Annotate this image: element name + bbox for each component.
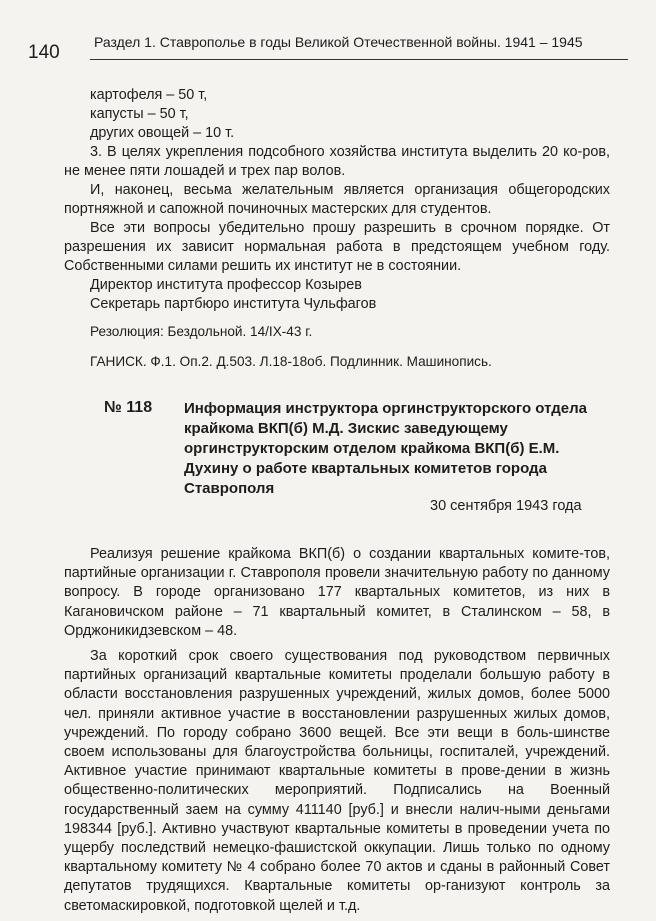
document-number: № 118 xyxy=(104,399,153,416)
paragraph-5: Все эти вопросы убедительно прошу разрешить в срочном порядке. От разрешения их зависит нормальная работа в предстоящем учебном году. Собственными силами решить их институт не в состоянии. xyxy=(64,220,610,274)
signature-director: Директор института профессор Козырев xyxy=(90,277,362,293)
list-item: капусты – 50 т, xyxy=(90,106,189,122)
header-rule xyxy=(90,59,628,60)
document-date: 30 сентября 1943 года xyxy=(430,498,582,514)
list-item: картофеля – 50 т, xyxy=(90,87,208,103)
document-body xyxy=(64,545,610,916)
body-paragraph-2: За короткий срок своего существования под руководством первичных партийных организаций квартальные комитеты проделали большую работу в области восстановления разрушенных учреждений, жилых домов, более 5000 чел. приняли активное участие в восстановлении разрушенных жилых домов, учреждений. По городу собрано 3600 вещей. Все эти вещи в боль-шинстве своем использованы для благоустройства больницы, госпиталей, учреждений. Активное участие принимают квартальные комитеты в прове-дении в жизнь общественно-политических мероприятий. Подписались на Военный государственный заем на сумму 411140 [руб.] и внесли налич-ными деньгами 198344 [руб.]. Активно участвуют квартальные комитеты в проведении учета по ущербу последствий немецко-фашистской оккупации. Лишь только по одному квартальному комитету № 4 собрано более 70 актов и сданы в районный Совет депутатов трудящихся. Квартальные комитеты ор-ганизуют контроль за светомаскировкой, подготовкой щелей и т.д. xyxy=(64,648,610,914)
page-number: 140 xyxy=(28,42,60,63)
page-header xyxy=(28,28,628,63)
top-text-block xyxy=(64,86,610,371)
archive-source: ГАНИСК. Ф.1. Оп.2. Д.503. Л.18-18об. Подлинник. Машинопись. xyxy=(90,354,492,369)
list-item: других овощей – 10 т. xyxy=(90,125,235,141)
running-head: Раздел 1. Ставрополье в годы Великой Отечественной войны. 1941 – 1945 xyxy=(94,34,583,50)
paragraph-3: 3. В целях укрепления подсобного хозяйства института выделить 20 ко-ров, не менее пяти лошадей и трех пар волов. xyxy=(64,144,610,179)
body-paragraph-1: Реализуя решение крайкома ВКП(б) о создании квартальных комите-тов, партийные организации г. Ставрополя провели значительную работу по данному вопросу. В городе организовано 177 квартальных комитетов, из них в Кагановичском районе – 71 квартальный комитет, в Сталинском – 58, в Орджоникидзевском – 48. xyxy=(64,546,610,639)
resolution: Резолюция: Бездольной. 14/IX-43 г. xyxy=(90,324,313,339)
paragraph-4: И, наконец, весьма желательным является организация общегородских портняжной и сапожной починочных мастерских для студентов. xyxy=(64,182,610,217)
signature-secretary: Секретарь партбюро института Чульфагов xyxy=(90,296,377,312)
document-title: Информация инструктора оргинструкторского отдела крайкома ВКП(б) М.Д. Зискис заведующему оргинструкторским отделом крайкома ВКП(б) Е.М. Духину о работе квартальных комитетов города Ставрополя xyxy=(184,400,587,497)
